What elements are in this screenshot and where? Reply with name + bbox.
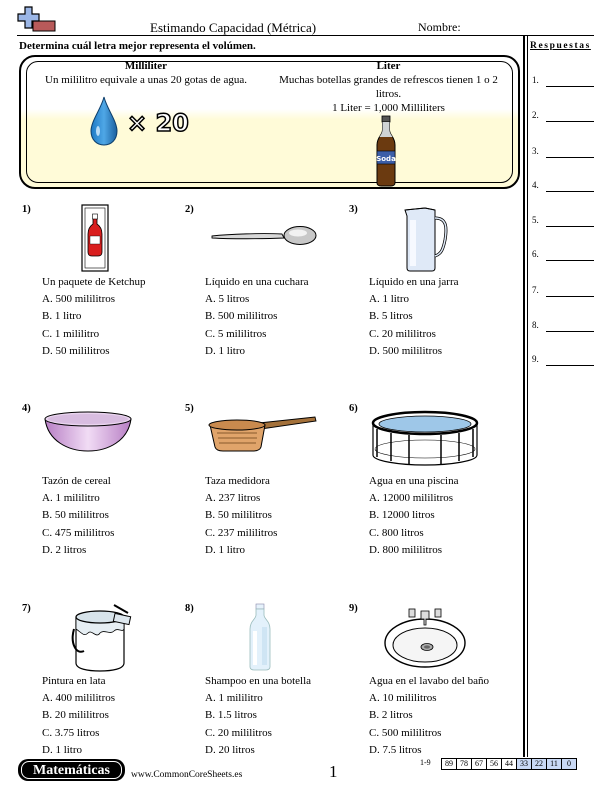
answer-blank[interactable] [546, 86, 594, 87]
answer-number: 2. [532, 110, 539, 120]
answer-blank[interactable] [546, 157, 594, 158]
answer-option: D. 50 mililitros [42, 344, 110, 357]
question-block [42, 673, 115, 759]
answer-option: D. 1 litro [42, 743, 83, 756]
answer-number: 8. [532, 320, 539, 330]
score-cell: 44 [501, 758, 516, 770]
question-prompt: Shampoo en una botella [205, 675, 312, 687]
paint-can-icon [70, 603, 134, 673]
answer-option: D. 2 litros [42, 543, 87, 556]
answer-option: B. 50 mililitros [205, 509, 272, 522]
answer-option: B. 500 mililitros [205, 310, 278, 323]
answer-option: A. 1 mililitro [205, 692, 263, 705]
question-block [369, 274, 459, 360]
brand-label: Matemáticas [21, 761, 122, 779]
ketchup-packet-icon [80, 204, 110, 272]
answer-option: C. 237 mililitros [205, 526, 278, 539]
cereal-bowl-icon [42, 409, 134, 453]
answer-option: D. 7.5 litros [369, 743, 422, 756]
score-cell: 67 [471, 758, 486, 770]
score-cells [441, 758, 577, 770]
liter-conversion: 1 Liter = 1,000 Milliliters [332, 102, 445, 114]
answer-option: D. 1 litro [205, 344, 246, 357]
answer-blank[interactable] [546, 331, 594, 332]
score-cell: 33 [516, 758, 531, 770]
milliliter-heading: Milliliter [124, 60, 168, 72]
instructions: Determina cuál letra mejor representa el volúmen. [19, 40, 256, 52]
brand-badge [18, 759, 125, 781]
answer-option: C. 500 mililitros [369, 726, 442, 739]
answer-blank[interactable] [546, 121, 594, 122]
shampoo-bottle-icon [246, 603, 274, 671]
answer-number: 4. [532, 180, 539, 190]
answer-option: C. 475 mililitros [42, 526, 115, 539]
water-drop-icon [89, 95, 119, 147]
answer-number: 5. [532, 215, 539, 225]
answer-option: D. 20 litros [205, 743, 255, 756]
answer-number: 9. [532, 354, 539, 364]
answer-option: D. 500 mililitros [369, 344, 443, 357]
answer-blank[interactable] [546, 296, 594, 297]
answer-blank[interactable] [546, 260, 594, 261]
answer-option: A. 12000 mililitros [369, 492, 454, 505]
score-cell: 22 [531, 758, 546, 770]
site-url: www.CommonCoreSheets.es [131, 770, 243, 780]
answer-option: D. 800 mililitros [369, 543, 443, 556]
question-prompt: Pintura en lata [42, 675, 106, 687]
question-prompt: Líquido en una jarra [369, 276, 459, 288]
liter-heading: Liter [376, 60, 401, 72]
bottle-label: Soda [376, 155, 396, 163]
question-illustration [207, 413, 317, 458]
soda-bottle-icon [373, 115, 399, 187]
answer-option: B. 1.5 litros [205, 709, 257, 722]
question-prompt: Agua en el lavabo del baño [369, 675, 490, 687]
question-prompt: Un paquete de Ketchup [42, 276, 146, 288]
answer-option: C. 1 mililitro [42, 327, 100, 340]
name-label: Nombre: [418, 20, 461, 34]
answers-heading: Respuestas [530, 41, 591, 51]
worksheet-title: Estimando Capacidad (Métrica) [150, 20, 317, 35]
header-rule [17, 35, 594, 36]
liter-text-1: Muchas botellas grandes de refrescos tienen 1 o 2 [279, 74, 498, 86]
answer-option: A. 5 litros [205, 293, 250, 306]
answer-option: B. 2 litros [369, 709, 413, 722]
answer-option: B. 20 mililitros [42, 709, 109, 722]
bathroom-sink-icon [383, 605, 467, 669]
question-number: 1) [22, 204, 31, 215]
answer-number: 1. [532, 75, 539, 85]
score-cell: 0 [561, 758, 577, 770]
question-block [205, 673, 311, 759]
question-number: 9) [349, 603, 358, 614]
score-cell: 78 [456, 758, 471, 770]
answer-option: B. 5 litros [369, 310, 413, 323]
answer-option: B. 50 mililitros [42, 509, 109, 522]
answer-option: A. 1 mililitro [42, 492, 100, 505]
question-number: 2) [185, 204, 194, 215]
question-illustration [401, 206, 451, 277]
answer-blank[interactable] [546, 191, 594, 192]
answer-option: B. 1 litro [42, 310, 82, 323]
answer-number: 7. [532, 285, 539, 295]
question-prompt: Agua en una piscina [369, 475, 459, 487]
question-number: 7) [22, 603, 31, 614]
answer-option: C. 3.75 litros [42, 726, 100, 739]
answer-blank[interactable] [546, 365, 594, 366]
answer-number: 6. [532, 249, 539, 259]
question-prompt: Tazón de cereal [42, 475, 111, 487]
question-prompt: Líquido en una cuchara [205, 276, 309, 288]
answer-option: D. 1 litro [205, 543, 246, 556]
answer-option: A. 1 litro [369, 293, 410, 306]
question-block [369, 673, 489, 759]
question-illustration [210, 224, 318, 253]
pitcher-icon [401, 206, 451, 272]
measuring-cup-icon [207, 413, 317, 453]
question-illustration [80, 204, 110, 277]
question-number: 6) [349, 403, 358, 414]
score-cell: 56 [486, 758, 501, 770]
question-block [205, 473, 277, 559]
question-illustration [42, 409, 134, 458]
question-number: 8) [185, 603, 194, 614]
score-range-label: 1-9 [420, 758, 431, 767]
milliliter-text: Un mililitro equivale a unas 20 gotas de agua. [45, 74, 247, 86]
score-cell: 11 [546, 758, 561, 770]
question-block [205, 274, 309, 360]
question-illustration [246, 603, 274, 676]
answer-number: 3. [532, 146, 539, 156]
answer-option: A. 237 litros [205, 492, 261, 505]
answer-option: B. 12000 litros [369, 509, 435, 522]
question-block [42, 274, 146, 360]
question-block [42, 473, 114, 559]
page-number: 1 [329, 762, 338, 781]
answer-option: C. 5 mililitros [205, 327, 267, 340]
spoon-icon [210, 224, 318, 248]
liter-text-2: litros. [375, 88, 402, 100]
answer-option: A. 500 mililitros [42, 293, 116, 306]
question-number: 4) [22, 403, 31, 414]
answer-option: C. 20 mililitros [369, 327, 436, 340]
answer-column-divider [523, 35, 525, 757]
multiplier-text: × 20 [127, 109, 189, 137]
swimming-pool-icon [369, 409, 481, 467]
question-illustration [383, 605, 467, 674]
question-prompt: Taza medidora [205, 475, 270, 487]
answer-option: A. 400 mililitros [42, 692, 116, 705]
answer-option: A. 10 mililitros [369, 692, 437, 705]
score-cell: 89 [441, 758, 456, 770]
answer-column-divider-inner [527, 35, 528, 757]
logo-plus-icon [17, 5, 57, 35]
question-number: 3) [349, 204, 358, 215]
question-illustration [70, 603, 134, 678]
answer-blank[interactable] [546, 226, 594, 227]
question-block [369, 473, 459, 559]
question-illustration [369, 409, 481, 472]
answer-option: C. 20 mililitros [205, 726, 272, 739]
question-number: 5) [185, 403, 194, 414]
answer-option: C. 800 litros [369, 526, 424, 539]
info-box [19, 55, 520, 189]
